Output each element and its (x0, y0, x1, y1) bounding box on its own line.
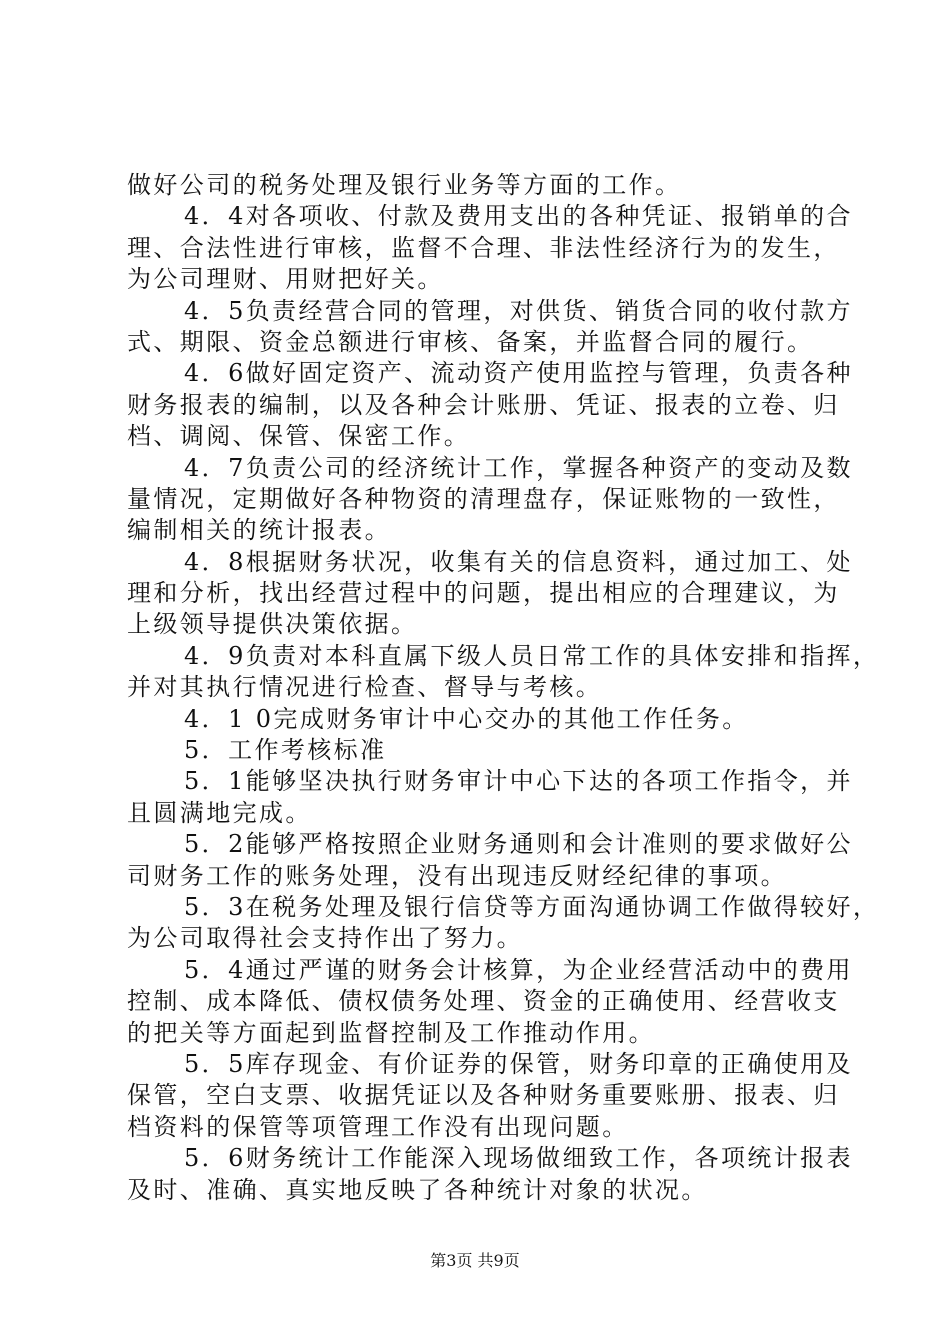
text-line: 量情况，定期做好各种物资的清理盘存，保证账物的一致性， (127, 484, 840, 513)
text-line: 4．5负责经营合同的管理，对供货、销货合同的收付款方 (184, 296, 853, 325)
text-line: 5．5库存现金、有价证券的保管，财务印章的正确使用及 (184, 1049, 853, 1078)
text-line: 4．8根据财务状况，收集有关的信息资料，通过加工、处 (184, 547, 853, 576)
text-line: 5．4通过严谨的财务会计核算，为企业经营活动中的费用 (184, 955, 853, 984)
text-line: 做好公司的税务处理及银行业务等方面的工作。 (127, 171, 682, 199)
text-line: 4．6做好固定资产、流动资产使用监控与管理，负责各种 (184, 359, 853, 388)
text-line: 4．4对各项收、付款及费用支出的各种凭证、报销单的合 (184, 202, 853, 231)
text-line: 且圆满地完成。 (127, 798, 312, 827)
text-line: 保管，空白支票、收据凭证以及各种财务重要账册、报表、归 (127, 1081, 840, 1110)
text-line: 5．1能够坚决执行财务审计中心下达的各项工作指令，并 (184, 767, 853, 796)
page-footer: 第3页 共9页 (430, 1251, 520, 1270)
text-line: 5．6财务统计工作能深入现场做细致工作，各项统计报表 (184, 1144, 853, 1173)
text-line: 4．7负责公司的经济统计工作，掌握各种资产的变动及数 (184, 453, 853, 482)
text-line: 5．2能够严格按照企业财务通则和会计准则的要求做好公 (184, 830, 853, 859)
document-body (127, 170, 880, 1206)
text-line: 4．1 0完成财务审计中心交办的其他工作任务。 (184, 704, 749, 733)
text-line: 理和分析，找出经营过程中的问题，提出相应的合理建议，为 (127, 579, 840, 608)
text-line: 并对其执行情况进行检查、督导与考核。 (127, 673, 603, 702)
text-line: 4．9负责对本科直属下级人员日常工作的具体安排和指挥， (184, 641, 880, 670)
text-line: 上级领导提供决策依据。 (127, 610, 418, 639)
text-line: 5．工作考核标准 (184, 736, 387, 765)
text-line: 的把关等方面起到监督控制及工作推动作用。 (127, 1018, 655, 1047)
text-line: 档资料的保管等项管理工作没有出现问题。 (127, 1112, 629, 1141)
text-line: 式、期限、资金总额进行审核、备案，并监督合同的履行。 (127, 327, 814, 356)
text-line: 司财务工作的账务处理，没有出现违反财经纪律的事项。 (127, 861, 787, 890)
text-line: 财务报表的编制，以及各种会计账册、凭证、报表的立卷、归 (127, 390, 840, 419)
text-line: 为公司取得社会支持作出了努力。 (127, 924, 523, 953)
text-line: 为公司理财、用财把好关。 (127, 265, 444, 294)
text-line: 控制、成本降低、债权债务处理、资金的正确使用、经营收支 (127, 987, 840, 1016)
text-line: 编制相关的统计报表。 (127, 516, 391, 545)
text-line: 档、调阅、保管、保密工作。 (127, 422, 471, 451)
text-line: 5．3在税务处理及银行信贷等方面沟通协调工作做得较好， (184, 892, 880, 921)
text-line: 及时、准确、真实地反映了各种统计对象的状况。 (127, 1175, 708, 1204)
text-line: 理、合法性进行审核，监督不合理、非法性经济行为的发生， (127, 233, 840, 262)
